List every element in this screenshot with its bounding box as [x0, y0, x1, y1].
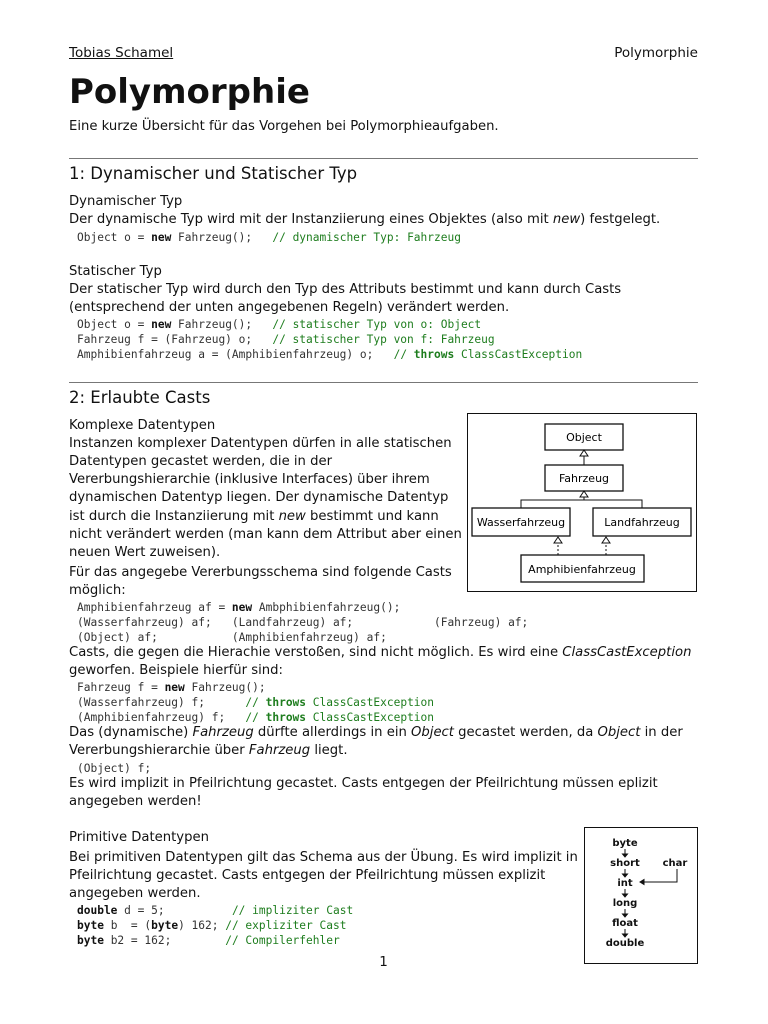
- type-double: double: [605, 938, 645, 949]
- arrowhead: [640, 880, 644, 885]
- page-header: [69, 44, 698, 62]
- dynamic-type-text: Der dynamische Typ wird mit der Instanziierung eines Objektes (also mit new) festgelegt.: [69, 212, 661, 227]
- static-type-code-3: Amphibienfahrzeug a = (Amphibienfahrzeug) o; // throws ClassCastException: [77, 348, 583, 361]
- violation-code-3: (Amphibienfahrzeug) f; // throws ClassCastException: [77, 711, 435, 724]
- primitive-types-line: Bei primitiven Datentypen gilt das Schema aus der Übung. Es wird implizit in: [69, 850, 578, 865]
- complex-types-line: Instanzen komplexer Datentypen dürfen in alle statischen: [69, 436, 452, 451]
- page-title: Polymorphie: [69, 72, 310, 112]
- static-type-text-2: (entsprechend der unten angegebenen Regeln) verändert werden.: [69, 300, 510, 315]
- arrowhead-hollow: [602, 537, 610, 543]
- complex-types-line: nicht verändert werden (man kann dem Attribut aber einen: [69, 527, 462, 542]
- page-number: 1: [379, 954, 388, 970]
- arrowhead: [623, 894, 628, 897]
- author-name: Tobias Schamel: [69, 45, 174, 61]
- primitive-code-2: byte b = (byte) 162; // expliziter Cast: [77, 919, 347, 932]
- type-byte: byte: [612, 838, 638, 849]
- type-int: int: [617, 878, 633, 889]
- primitive-cast-diagram: [584, 827, 698, 964]
- implicit-cast-text-1: Es wird implizit in Pfeilrichtung gecastet. Casts entgegen der Pfeilrichtung müssen eplizit: [69, 776, 658, 791]
- type-short: short: [610, 858, 640, 869]
- implicit-cast-text-2: angegeben werden!: [69, 794, 202, 809]
- primitive-types-heading: Primitive Datentypen: [69, 830, 209, 845]
- object-cast-code: (Object) f;: [77, 762, 152, 775]
- casts-code-2: (Wasserfahrzeug) af; (Landfahrzeug) af; (Fahrzeug) af;: [77, 616, 529, 629]
- inheritance-diagram: [467, 413, 697, 592]
- dynamic-type-code: Object o = new Fahrzeug(); // dynamischer Typ: Fahrzeug: [77, 231, 461, 244]
- complex-types-line: möglich:: [69, 583, 126, 598]
- type-char: char: [662, 858, 688, 869]
- section-divider: [69, 382, 698, 383]
- arrowhead: [623, 854, 628, 857]
- casts-code-1: Amphibienfahrzeug af = new Ambphibienfahrzeug();: [77, 601, 401, 614]
- class-label-wasserfahrzeug: Wasserfahrzeug: [476, 516, 566, 529]
- static-type-heading: Statischer Typ: [69, 264, 162, 279]
- inheritance-connector: [521, 500, 642, 508]
- inheritance-diagram-svg: [468, 414, 696, 591]
- primitive-types-line: angegeben werden.: [69, 886, 201, 901]
- arrowhead: [623, 934, 628, 937]
- document-page: [69, 0, 698, 1024]
- section-2-heading: 2: Erlaubte Casts: [69, 388, 211, 407]
- complex-types-line: Datentypen gecastet werden, die in der: [69, 454, 332, 469]
- dynamic-type-heading: Dynamischer Typ: [69, 194, 183, 209]
- arrowhead: [623, 914, 628, 917]
- static-type-text-1: Der statischer Typ wird durch den Typ des Attributs bestimmt und kann durch Casts: [69, 282, 622, 297]
- arrowhead-hollow: [580, 491, 588, 497]
- static-type-code-2: Fahrzeug f = (Fahrzeug) o; // statischer Typ von f: Fahrzeug: [77, 333, 495, 346]
- complex-types-line: neuen Wert zuweisen).: [69, 545, 221, 560]
- class-label-fahrzeug: Fahrzeug: [558, 472, 610, 485]
- violation-text-1: Casts, die gegen die Hierachie verstoßen, sind nicht möglich. Es wird eine ClassCastException: [69, 645, 692, 660]
- page-subtitle: Eine kurze Übersicht für das Vorgehen bei Polymorphieaufgaben.: [69, 119, 499, 134]
- section-1-heading: 1: Dynamischer und Statischer Typ: [69, 164, 358, 183]
- violation-text-2: geworfen. Beispiele hierfür sind:: [69, 663, 283, 678]
- static-type-code-1: Object o = new Fahrzeug(); // statischer Typ von o: Object: [77, 318, 482, 331]
- arrowhead-hollow: [580, 450, 588, 456]
- violation-code-2: (Wasserfahrzeug) f; // throws ClassCastException: [77, 696, 435, 709]
- object-cast-text-1: Das (dynamische) Fahrzeug dürfte allerdings in ein Object gecastet werden, da Object in der: [69, 725, 683, 740]
- class-label-object: Object: [566, 431, 602, 444]
- complex-types-line: ist durch die Instanziierung mit new bestimmt und kann: [69, 509, 439, 524]
- object-cast-text-2: Vererbungshierarchie über Fahrzeug liegt.: [69, 743, 348, 758]
- type-float: float: [612, 918, 638, 929]
- class-label-amphibienfahrzeug: Amphibienfahrzeug: [528, 563, 636, 576]
- complex-types-heading: Komplexe Datentypen: [69, 418, 216, 433]
- primitive-code-3: byte b2 = 162; // Compilerfehler: [77, 934, 340, 947]
- complex-types-line: dynamischen Datentyp liegen. Der dynamische Datentyp: [69, 490, 449, 505]
- char-to-int-arrow: [643, 869, 677, 882]
- header-topic: Polymorphie: [614, 45, 698, 61]
- violation-code-1: Fahrzeug f = new Fahrzeug();: [77, 681, 266, 694]
- arrowhead-hollow: [554, 537, 562, 543]
- primitive-cast-diagram-svg: [585, 828, 697, 963]
- primitive-types-line: Pfeilrichtung gecastet. Casts entgegen der Pfeilrichtung müssen explizit: [69, 868, 546, 883]
- primitive-code-1: double d = 5; // impliziter Cast: [77, 904, 354, 917]
- section-divider: [69, 158, 698, 159]
- complex-types-line: Für das angegebe Vererbungsschema sind folgende Casts: [69, 565, 452, 580]
- type-long: long: [612, 898, 638, 909]
- casts-code-3: (Object) af; (Amphibienfahrzeug) af;: [77, 631, 387, 644]
- complex-types-line: Vererbungshierarchie (inklusive Interfaces) über ihrem: [69, 472, 430, 487]
- arrowhead: [623, 874, 628, 877]
- class-label-landfahrzeug: Landfahrzeug: [604, 516, 680, 529]
